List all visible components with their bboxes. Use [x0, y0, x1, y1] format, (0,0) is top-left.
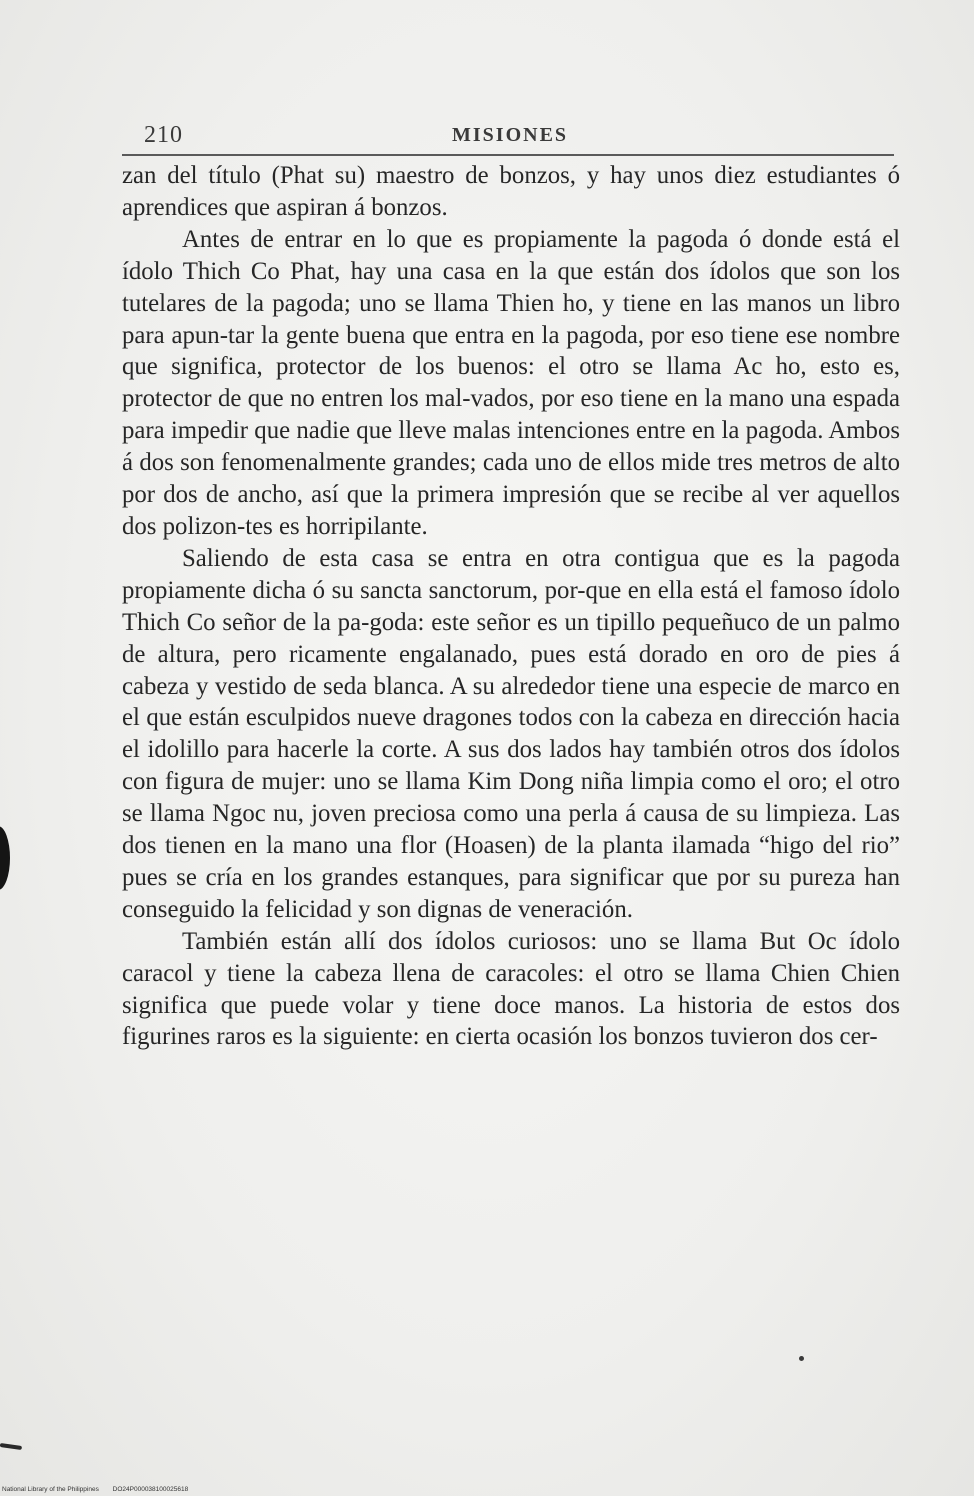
- paragraph: Saliendo de esta casa se entra en otra contigua que es la pagoda propiamente dicha ó su sancta sanctorum, por-que en ella está el famoso ídolo Thich Co señor de la pa-goda: este señor es un tipillo pequeñuco de un palmo de altura, pero ricamente engalanado, pues está dorado en oro de pies á cabeza y vestido de seda blanca. A su alrededor tiene una especie de marco en el que están esculpidos nueve dragones todos con la cabeza en dirección hacia el idolillo para hacerle la corte. A sus dos lados hay también otros dos ídolos con figura de mujer: uno se llama Kim Dong niña limpia como el oro; el otro se llama Ngoc nu, joven preciosa como una perla á causa de su limpieza. Las dos tienen en la mano una flor (Hoasen) de la planta ilamada “higo del rio” pues se cría en los grandes estanques, para significar que por su pureza han conseguido la felicidad y son dignas de veneración.: [122, 544, 900, 923]
- page-header: [122, 118, 894, 156]
- ink-speck: [799, 1356, 804, 1361]
- running-title: MISIONES: [452, 124, 569, 146]
- paragraph: También están allí dos ídolos curiosos: uno se llama But Oc ídolo caracol y tiene la cabeza llena de caracoles: el otro se llama Chien Chien significa que puede volar y tiene doce manos. La historia de estos dos figurines raros es la siguiente: en cierta ocasión los bonzos tuvieron dos cer-: [122, 927, 900, 1051]
- body-text: [122, 160, 900, 1053]
- binding-shadow: [0, 826, 10, 890]
- footer-identifier: DO24P000038100025618: [112, 1486, 189, 1493]
- edge-mark: [0, 1443, 22, 1450]
- paragraph: Antes de entrar en lo que es propiamente la pagoda ó donde está el ídolo Thich Co Phat, hay una casa en la que están dos ídolos que son los tutelares de la pagoda; uno se llama Thien ho, y tiene en las manos un libro para apun-tar la gente buena que entra en la pagoda, por eso tiene ese nombre que significa, protector de los buenos: el otro se llama Ac ho, esto es, protector de que no entren los mal-vados, por eso tiene en la mano una espada para impedir que nadie que lleve malas intenciones entre en la pagoda. Ambos á dos son fenomenalmente grandes; cada uno de ellos mide tres metros de alto por dos de ancho, así que la primera impresión que se recibe al ver aquellos dos polizon-tes es horripilante.: [122, 225, 900, 540]
- footer-library: National Library of the Philippines: [2, 1486, 99, 1493]
- paragraph-continued: zan del título (Phat su) maestro de bonzos, y hay unos diez estudiantes ó aprendices que aspiran á bonzos.: [122, 162, 900, 221]
- page-number: 210: [144, 122, 183, 148]
- scan-footer: [2, 1486, 188, 1493]
